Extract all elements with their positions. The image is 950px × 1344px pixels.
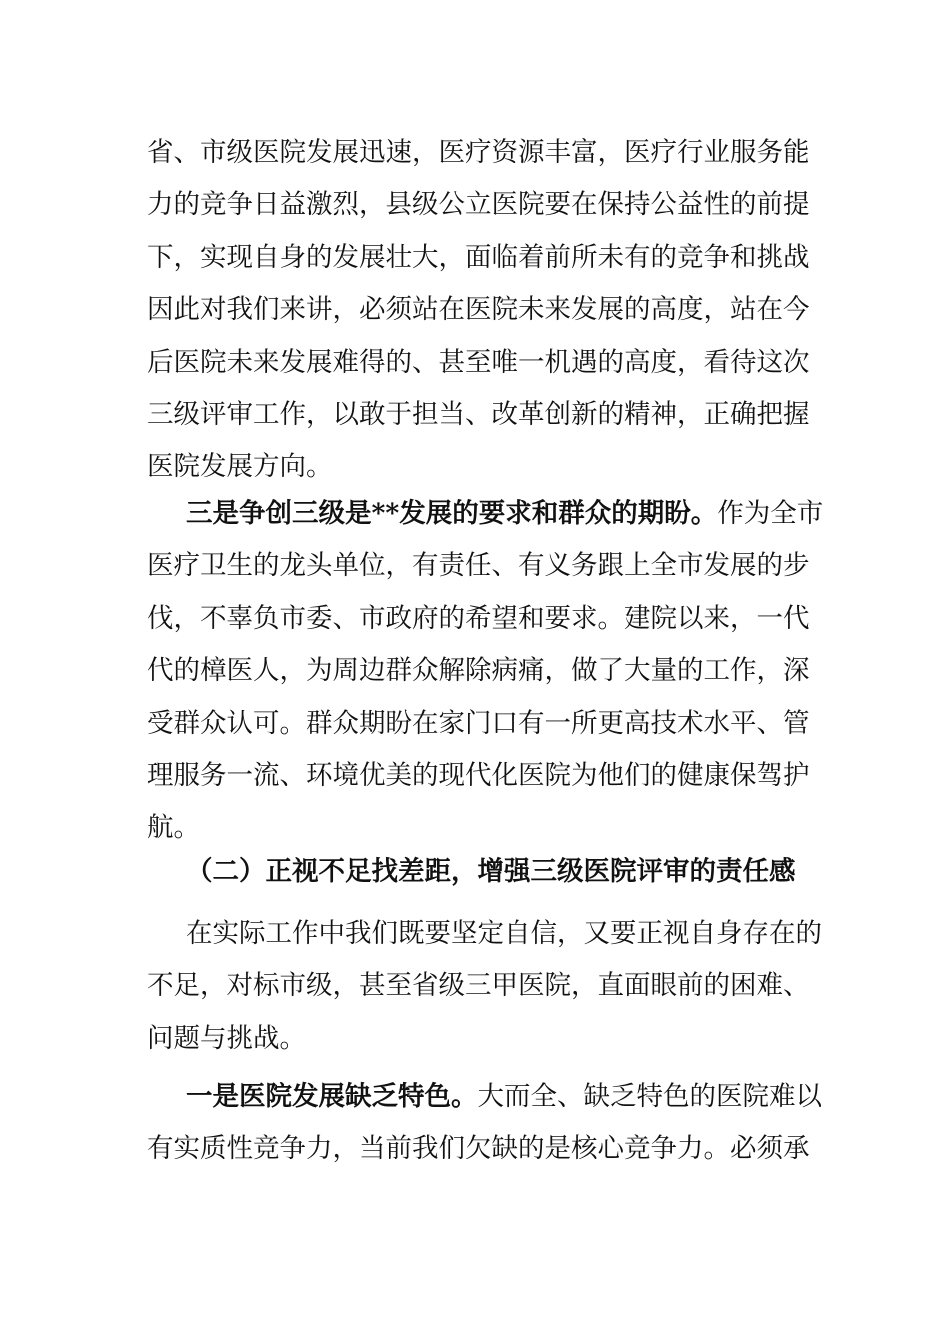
paragraph-line: 在实际工作中我们既要坚定自信，又要正视自身存在的 <box>186 918 822 949</box>
paragraph-line: 医疗卫生的龙头单位，有责任、有义务跟上全市发展的步 <box>147 550 810 582</box>
first-line-rest: 大而全、缺乏特色的医院难以 <box>477 1081 822 1112</box>
paragraph-line: 下，实现自身的发展壮大，面临着前所未有的竞争和挑战 <box>147 241 810 273</box>
paragraph-1 <box>147 127 810 494</box>
paragraph-line: 因此对我们来讲，必须站在医院未来发展的高度，站在今 <box>147 294 810 326</box>
paragraph-line: 代的樟医人，为周边群众解除病痛，做了大量的工作，深 <box>147 655 810 687</box>
paragraph-line: 受群众认可。群众期盼在家门口有一所更高技术水平、管 <box>147 707 810 739</box>
paragraph-line: 问题与挑战。 <box>147 1022 306 1054</box>
paragraph-line: 理服务一流、环境优美的现代化医院为他们的健康保驾护 <box>147 760 810 792</box>
paragraph-3 <box>147 908 822 1065</box>
paragraph-line: 伐，不辜负市委、市政府的希望和要求。建院以来，一代 <box>147 602 810 634</box>
paragraph-line: 有实质性竞争力，当前我们欠缺的是核心竞争力。必须承 <box>147 1133 810 1165</box>
bold-lead: 一是医院发展缺乏特色。 <box>186 1081 478 1112</box>
paragraph-first-line <box>147 1071 822 1123</box>
paragraph-line: 省、市级医院发展迅速，医疗资源丰富，医疗行业服务能 <box>147 137 810 168</box>
paragraph-line: 后医院未来发展难得的、甚至唯一机遇的高度，看待这次 <box>147 346 810 378</box>
bold-lead: 三是争创三级是**发展的要求和群众的期盼。 <box>186 498 718 529</box>
section-heading: （二）正视不足找差距，增强三级医院评审的责任感 <box>186 856 796 887</box>
paragraph-4 <box>147 1071 822 1176</box>
first-line-rest: 作为全市 <box>717 498 824 529</box>
paragraph-2 <box>147 488 824 855</box>
paragraph-line: 三级评审工作，以敢于担当、改革创新的精神，正确把握 <box>147 399 810 431</box>
paragraph-line: 不足，对标市级，甚至省级三甲医院，直面眼前的困难、 <box>147 970 810 1002</box>
paragraph-line: 医院发展方向。 <box>147 451 333 483</box>
paragraph-line: 力的竞争日益激烈，县级公立医院要在保持公益性的前提 <box>147 189 810 221</box>
paragraph-line: 航。 <box>147 812 200 844</box>
paragraph-first-line <box>147 488 824 540</box>
